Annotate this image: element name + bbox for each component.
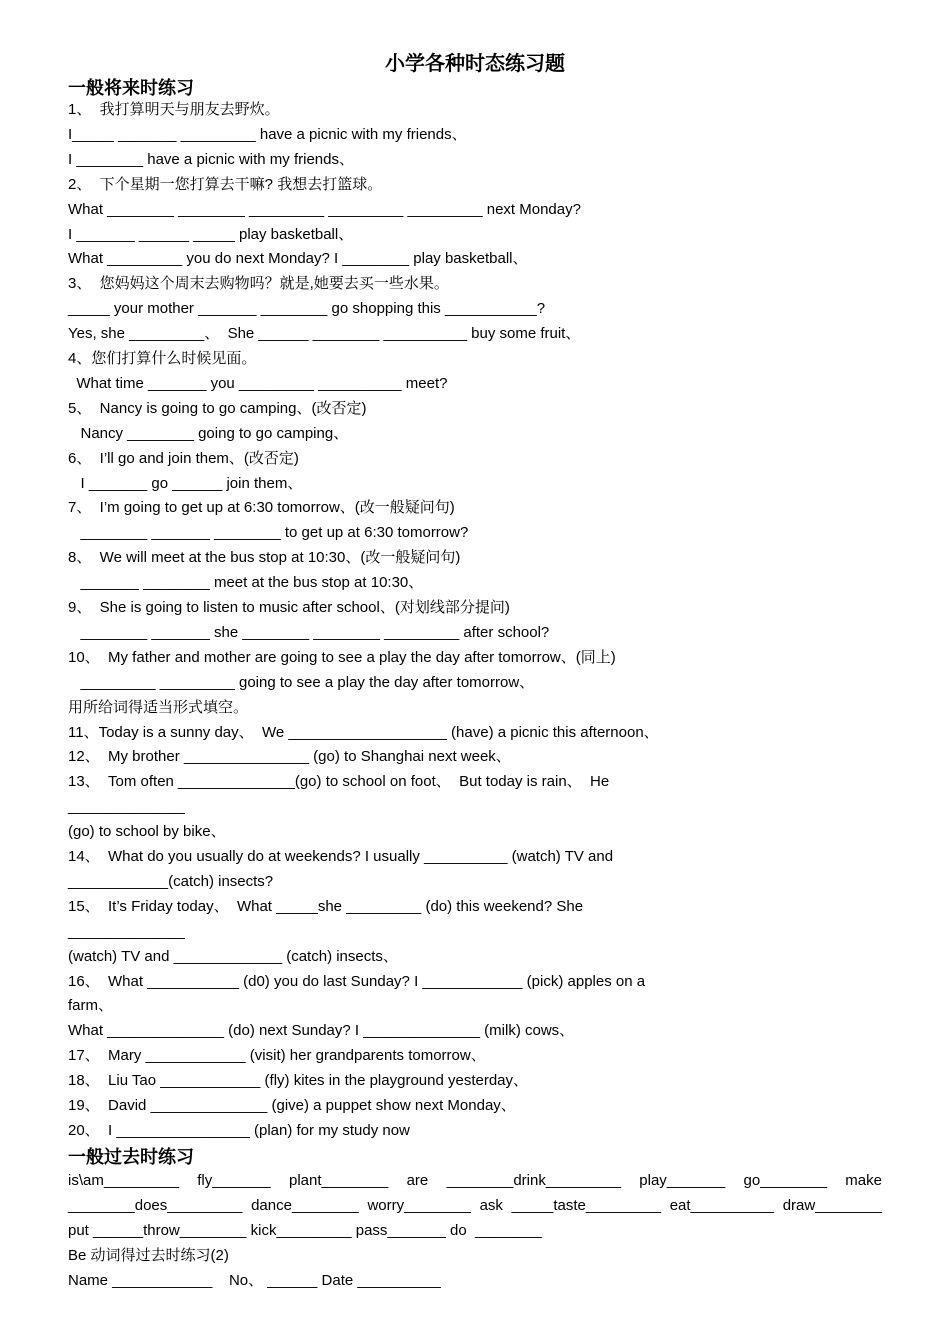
vocab-item: ________does_________ xyxy=(68,1197,243,1214)
exercise-line: What time _______ you _________ __________ meet? xyxy=(68,374,448,392)
vocab-row-2 xyxy=(68,1196,882,1216)
be-verb-heading: Be 动词得过去时练习(2) xyxy=(68,1247,229,1264)
vocab-item: ________drink_________ xyxy=(446,1172,621,1189)
exercise-line: (watch) TV and _____________ (catch) insects、 xyxy=(68,947,398,965)
exercise-line: Yes, she _________、 She ______ ________ __________ buy some fruit、 xyxy=(68,325,581,343)
exercise-line: _____ your mother _______ ________ go shopping this ___________? xyxy=(68,300,546,318)
vocab-item: is\am_________ xyxy=(68,1172,179,1189)
exercise-line: What ______________ (do) next Sunday? I ______________ (milk) cows、 xyxy=(68,1022,575,1040)
exercise-line: Nancy ________ going to go camping、 xyxy=(68,424,349,442)
exercise-line: 5、 Nancy is going to go camping、(改否定) xyxy=(68,399,367,417)
exercise-line: farm、 xyxy=(68,997,114,1015)
vocab-item: make xyxy=(845,1172,882,1189)
exercise-line: I _______ go ______ join them、 xyxy=(68,474,303,492)
exercise-line: I_____ _______ _________ have a picnic with my friends、 xyxy=(68,125,467,143)
exercise-line: 6、 I’ll go and join them、(改否定) xyxy=(68,449,299,467)
exercise-line: (go) to school by bike、 xyxy=(68,823,226,841)
vocab-item: play_______ xyxy=(639,1172,726,1189)
vocab-item: fly_______ xyxy=(197,1172,271,1189)
vocab-item: go________ xyxy=(743,1172,827,1189)
exercise-line: 10、 My father and mother are going to see a play the day after tomorrow、(同上) xyxy=(68,648,616,666)
exercise-line: 18、 Liu Tao ____________ (fly) kites in the playground yesterday、 xyxy=(68,1072,529,1090)
exercise-line: I ________ have a picnic with my friends、 xyxy=(68,150,354,168)
exercise-line: 19、 David ______________ (give) a puppet show next Monday、 xyxy=(68,1097,516,1114)
exercise-line: I _______ ______ _____ play basketball、 xyxy=(68,225,354,243)
exercise-line: ____________(catch) insects? xyxy=(68,872,274,890)
vocab-item: plant________ xyxy=(288,1172,389,1189)
exercise-line: 16、 What ___________ (d0) you do last Sunday? I ____________ (pick) apples on a xyxy=(68,972,646,990)
exercise-line: 7、 I’m going to get up at 6:30 tomorrow、(改一般疑问句) xyxy=(68,499,455,517)
exercise-line: 9、 She is going to listen to music after school、(对划线部分提问) xyxy=(68,599,510,616)
name-number-date-line: Name ____________ No、 ______ Date __________ xyxy=(68,1272,441,1289)
exercise-line: ______________ xyxy=(68,922,185,940)
page-title: 小学各种时态练习题 xyxy=(385,51,565,75)
vocab-row-1 xyxy=(68,1171,882,1191)
exercise-line: ______________ xyxy=(68,798,185,816)
exercise-line: 15、 It’s Friday today、 What _____she _________ (do) this weekend? She xyxy=(68,897,584,915)
exercise-line: 2、 下个星期一您打算去干嘛? 我想去打篮球。 xyxy=(68,175,383,193)
vocab-item: worry________ xyxy=(367,1197,471,1214)
vocab-item: are xyxy=(406,1172,429,1189)
exercise-line: 13、 Tom often ______________(go) to school on foot、 But today is rain、 He xyxy=(68,773,610,791)
exercise-line: ________ _______ she ________ ________ _________ after school? xyxy=(68,623,550,641)
exercise-line: 20、 I ________________ (plan) for my study now xyxy=(68,1121,410,1139)
exercise-line: 14、 What do you usually do at weekends? I usually __________ (watch) TV and xyxy=(68,848,614,865)
vocab-item: draw________ xyxy=(782,1197,882,1214)
vocab-item: _____taste_________ xyxy=(511,1197,661,1214)
exercise-line: 11、Today is a sunny day、 We ___________________ (have) a picnic this afternoon、 xyxy=(68,723,659,741)
exercise-line: 用所给词得适当形式填空。 xyxy=(68,698,249,716)
exercise-line: _________ _________ going to see a play the day after tomorrow、 xyxy=(68,673,535,691)
exercise-line: 12、 My brother _______________ (go) to Shanghai next week、 xyxy=(68,748,511,766)
exercise-line: 4、您们打算什么时候见面。 xyxy=(68,350,257,367)
vocab-item: eat__________ xyxy=(669,1197,774,1214)
exercise-line: ________ _______ ________ to get up at 6:30 tomorrow? xyxy=(68,524,469,542)
exercise-line: 8、 We will meet at the bus stop at 10:30、(改一般疑问句) xyxy=(68,549,461,567)
section-heading-past: 一般过去时练习 xyxy=(68,1147,194,1168)
exercise-line: 1、 我打算明天与朋友去野炊。 xyxy=(68,101,280,118)
vocab-item: dance________ xyxy=(251,1197,359,1214)
exercise-line: 3、 您妈妈这个周末去购物吗？就是,她要去买一些水果。 xyxy=(68,275,449,293)
vocab-item: ask xyxy=(479,1197,503,1214)
exercise-line: What ________ ________ _________ _________ _________ next Monday? xyxy=(68,200,581,218)
exercise-line: What _________ you do next Monday? I ________ play basketball、 xyxy=(68,250,528,268)
exercise-line: _______ ________ meet at the bus stop at 10:30、 xyxy=(68,574,424,592)
exercise-line: 17、 Mary ____________ (visit) her grandparents tomorrow、 xyxy=(68,1047,486,1065)
section-heading-future: 一般将来时练习 xyxy=(68,78,194,99)
vocab-row-3: put ______throw________ kick_________ pass_______ do ________ xyxy=(68,1222,542,1239)
